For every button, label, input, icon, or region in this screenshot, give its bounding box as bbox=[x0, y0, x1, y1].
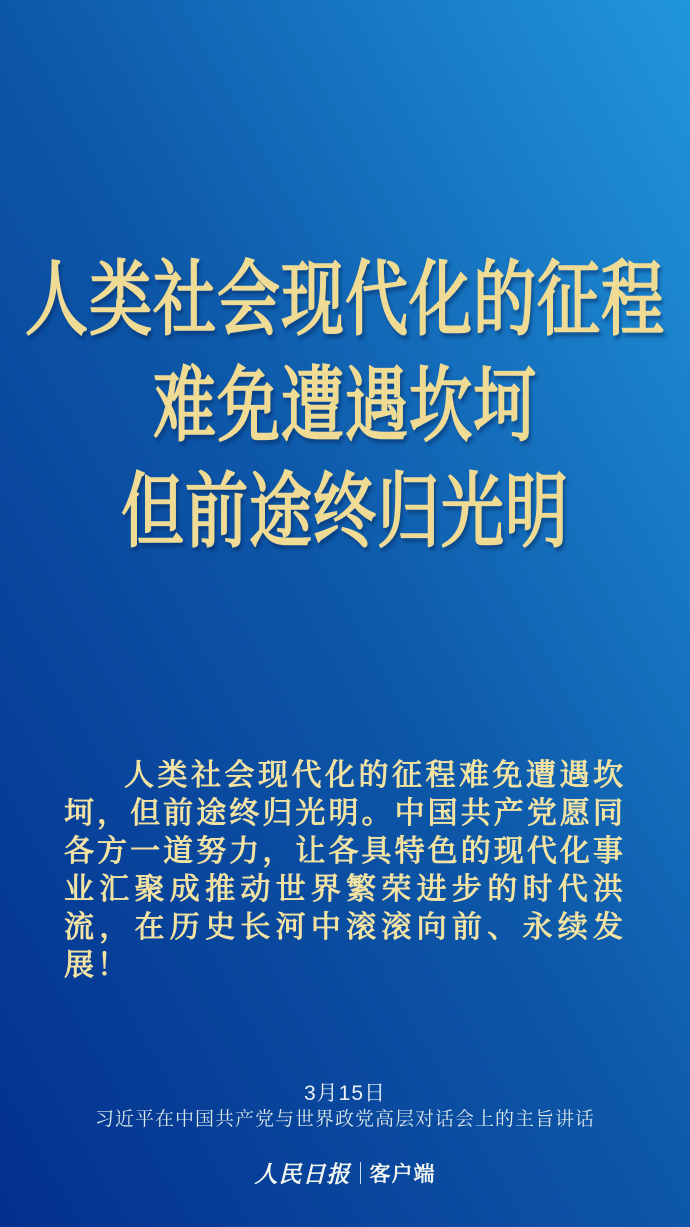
body-paragraph: 人类社会现代化的征程难免遭遇坎坷，但前途终归光明。中国共产党愿同各方一道努力，让各具特色的现代化事业汇聚成推动世界繁荣进步的时代洪流，在历史长河中滚滚向前、永续发展！ bbox=[64, 759, 626, 982]
client-label: 客户端 bbox=[369, 1162, 436, 1186]
event-date: 3月15日 bbox=[303, 1082, 387, 1105]
headline-line-3: 但前途终归光明 bbox=[121, 462, 569, 560]
headline-line-2: 难免遭遇坎坷 bbox=[153, 356, 537, 454]
headline-line-1: 人类社会现代化的征程 bbox=[25, 250, 665, 348]
attribution: 习近平在中国共产党与世界政党高层对话会上的主旨讲话 bbox=[94, 1109, 595, 1130]
logo-divider bbox=[360, 1162, 361, 1184]
masthead-wordmark: 人民日报 bbox=[254, 1161, 351, 1188]
peoples-daily-logo bbox=[0, 1156, 690, 1189]
headline bbox=[0, 246, 690, 564]
